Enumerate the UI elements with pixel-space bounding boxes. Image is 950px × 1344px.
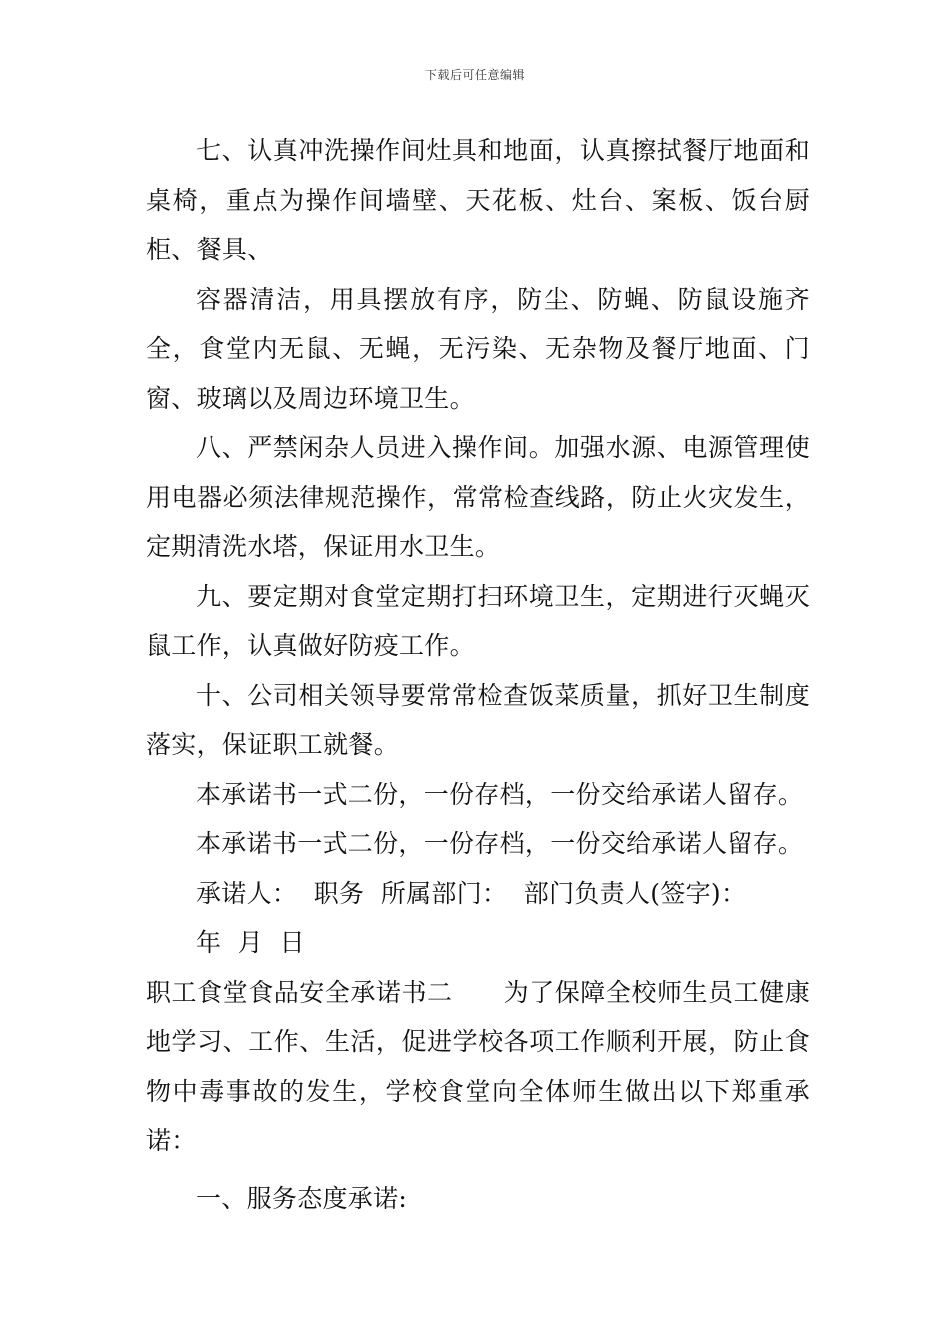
header-note: 下载后可任意编辑 — [424, 68, 525, 82]
date-line: 年 月 日 — [196, 928, 305, 957]
paragraph-copies-note-repeat: 本承诺书一式二份，一份存档，一份交给承诺人留存。 — [196, 829, 804, 858]
paragraph-item-9: 九、要定期对食堂定期打扫环境卫生，定期进行灭蝇灭鼠工作，认真做好防疫工作。 — [146, 581, 810, 660]
paragraph-item-8: 八、严禁闲杂人员进入操作间。加强水源、电源管理使用电器必须法律规范操作，常常检查线路，防止火灾发生，定期清洗水塔，保证用水卫生。 — [146, 433, 810, 561]
paragraph-item-7: 七、认真冲洗操作间灶具和地面，认真擦拭餐厅地面和桌椅，重点为操作间墙壁、天花板、灶台、案板、饭台厨柜、餐具、 — [146, 136, 810, 264]
signature-line: 承诺人： 职务 所属部门： 部门负责人(签字)： — [196, 878, 747, 908]
paragraph-item-10: 十、公司相关领导要常常检查饭菜质量，抓好卫生制度落实，保证职工就餐。 — [146, 680, 810, 759]
paragraph-copies-note: 本承诺书一式二份，一份存档，一份交给承诺人留存。 — [196, 779, 804, 809]
section-heading-service-attitude: 一、服务态度承诺: — [196, 1183, 408, 1213]
document-body — [146, 126, 810, 1223]
second-pledge-intro: 职工食堂食品安全承诺书二 为了保障全校师生员工健康地学习、工作、生活，促进学校各项工作顺利开展，防止食物中毒事故的发生，学校食堂向全体师生做出以下郑重承诺： — [146, 977, 810, 1155]
paragraph-item-7-continued: 容器清洁，用具摆放有序，防尘、防蝇、防鼠设施齐全，食堂内无鼠、无蝇，无污染、无杂物及餐厅地面、门窗、玻璃以及周边环境卫生。 — [146, 284, 810, 413]
